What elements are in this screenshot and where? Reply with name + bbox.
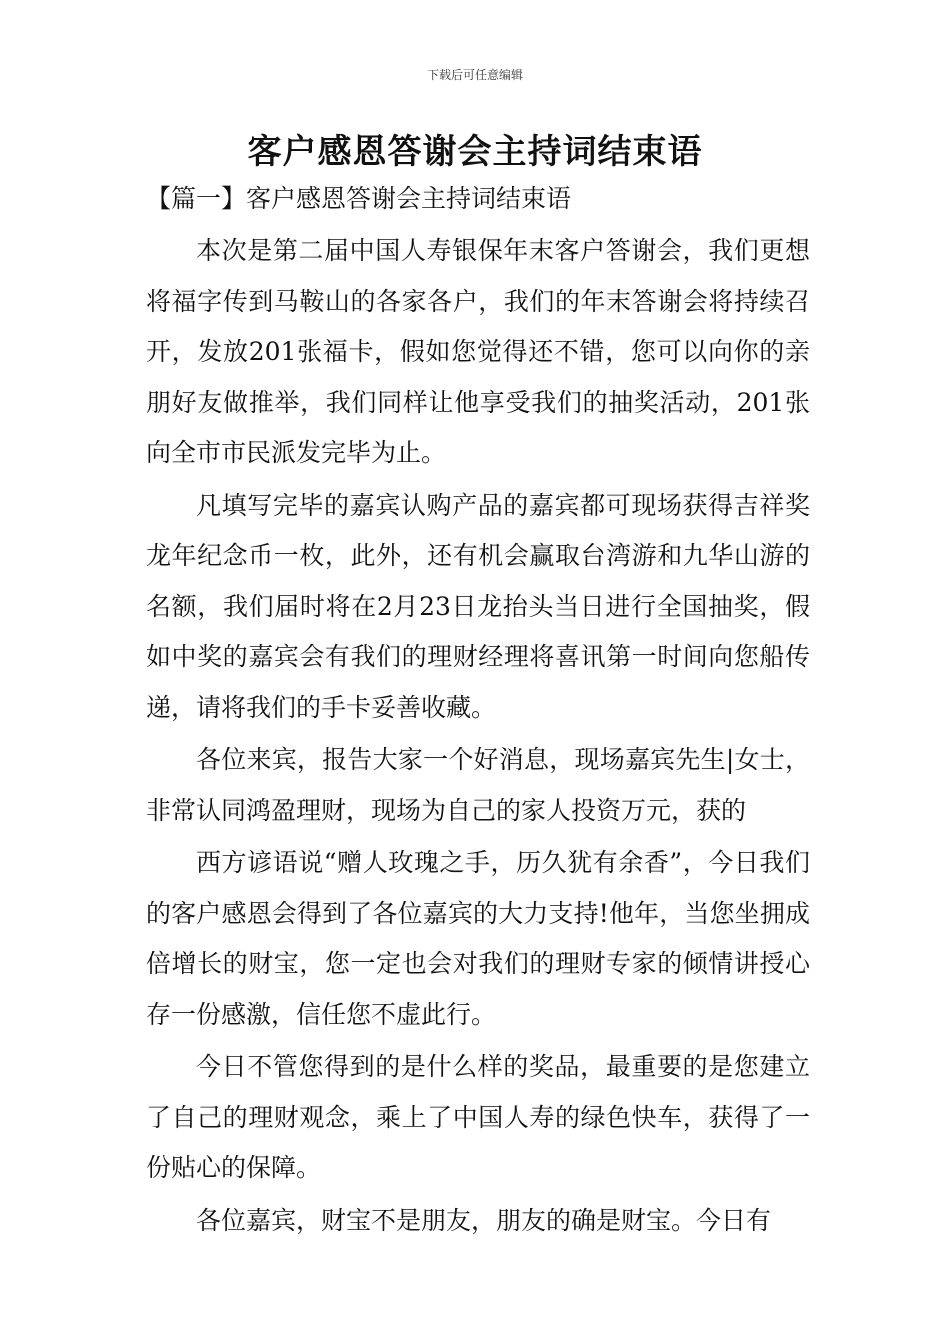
paragraph: 西方谚语说“赠人玫瑰之手，历久犹有余香”，今日我们的客户感恩会得到了各位嘉宾的大力支持!他年，当您坐拥成倍增长的财宝，您一定也会对我们的理财专家的倾情讲授心存一份感激，信任您不虚此行。 [146, 848, 810, 1029]
section-heading: 【篇一】客户感恩答谢会主持词结束语 [146, 184, 572, 213]
paragraph: 今日不管您得到的是什么样的奖品，最重要的是您建立了自己的理财观念，乘上了中国人寿的绿色快车，获得了一份贴心的保障。 [146, 1052, 810, 1182]
paragraph: 各位来宾，报告大家一个好消息，现场嘉宾先生|女士，非常认同鸿盈理财，现场为自己的家人投资万元，获的 [146, 745, 810, 825]
paragraph: 凡填写完毕的嘉宾认购产品的嘉宾都可现场获得吉祥奖龙年纪念币一枚，此外，还有机会赢取台湾游和九华山游的名额，我们届时将在2月23日龙抬头当日进行全国抽奖，假如中奖的嘉宾会有我们的理财经理将喜讯第一时间向您船传递，请将我们的手卡妥善收藏。 [146, 490, 810, 722]
paragraph: 各位嘉宾，财宝不是朋友，朋友的确是财宝。今日有 [196, 1205, 772, 1235]
document-title: 客户感恩答谢会主持词结束语 [247, 132, 703, 172]
header-note: 下载后可任意编辑 [426, 68, 523, 82]
paragraph: 本次是第二届中国人寿银保年末客户答谢会，我们更想将福字传到马鞍山的各家各户，我们的年末答谢会将持续召开，发放201张福卡，假如您觉得还不错，您可以向你的亲朋好友做推举，我们同样让他享受我们的抽奖活动，201张向全市市民派发完毕为止。 [146, 236, 810, 467]
body-text [146, 226, 810, 1248]
